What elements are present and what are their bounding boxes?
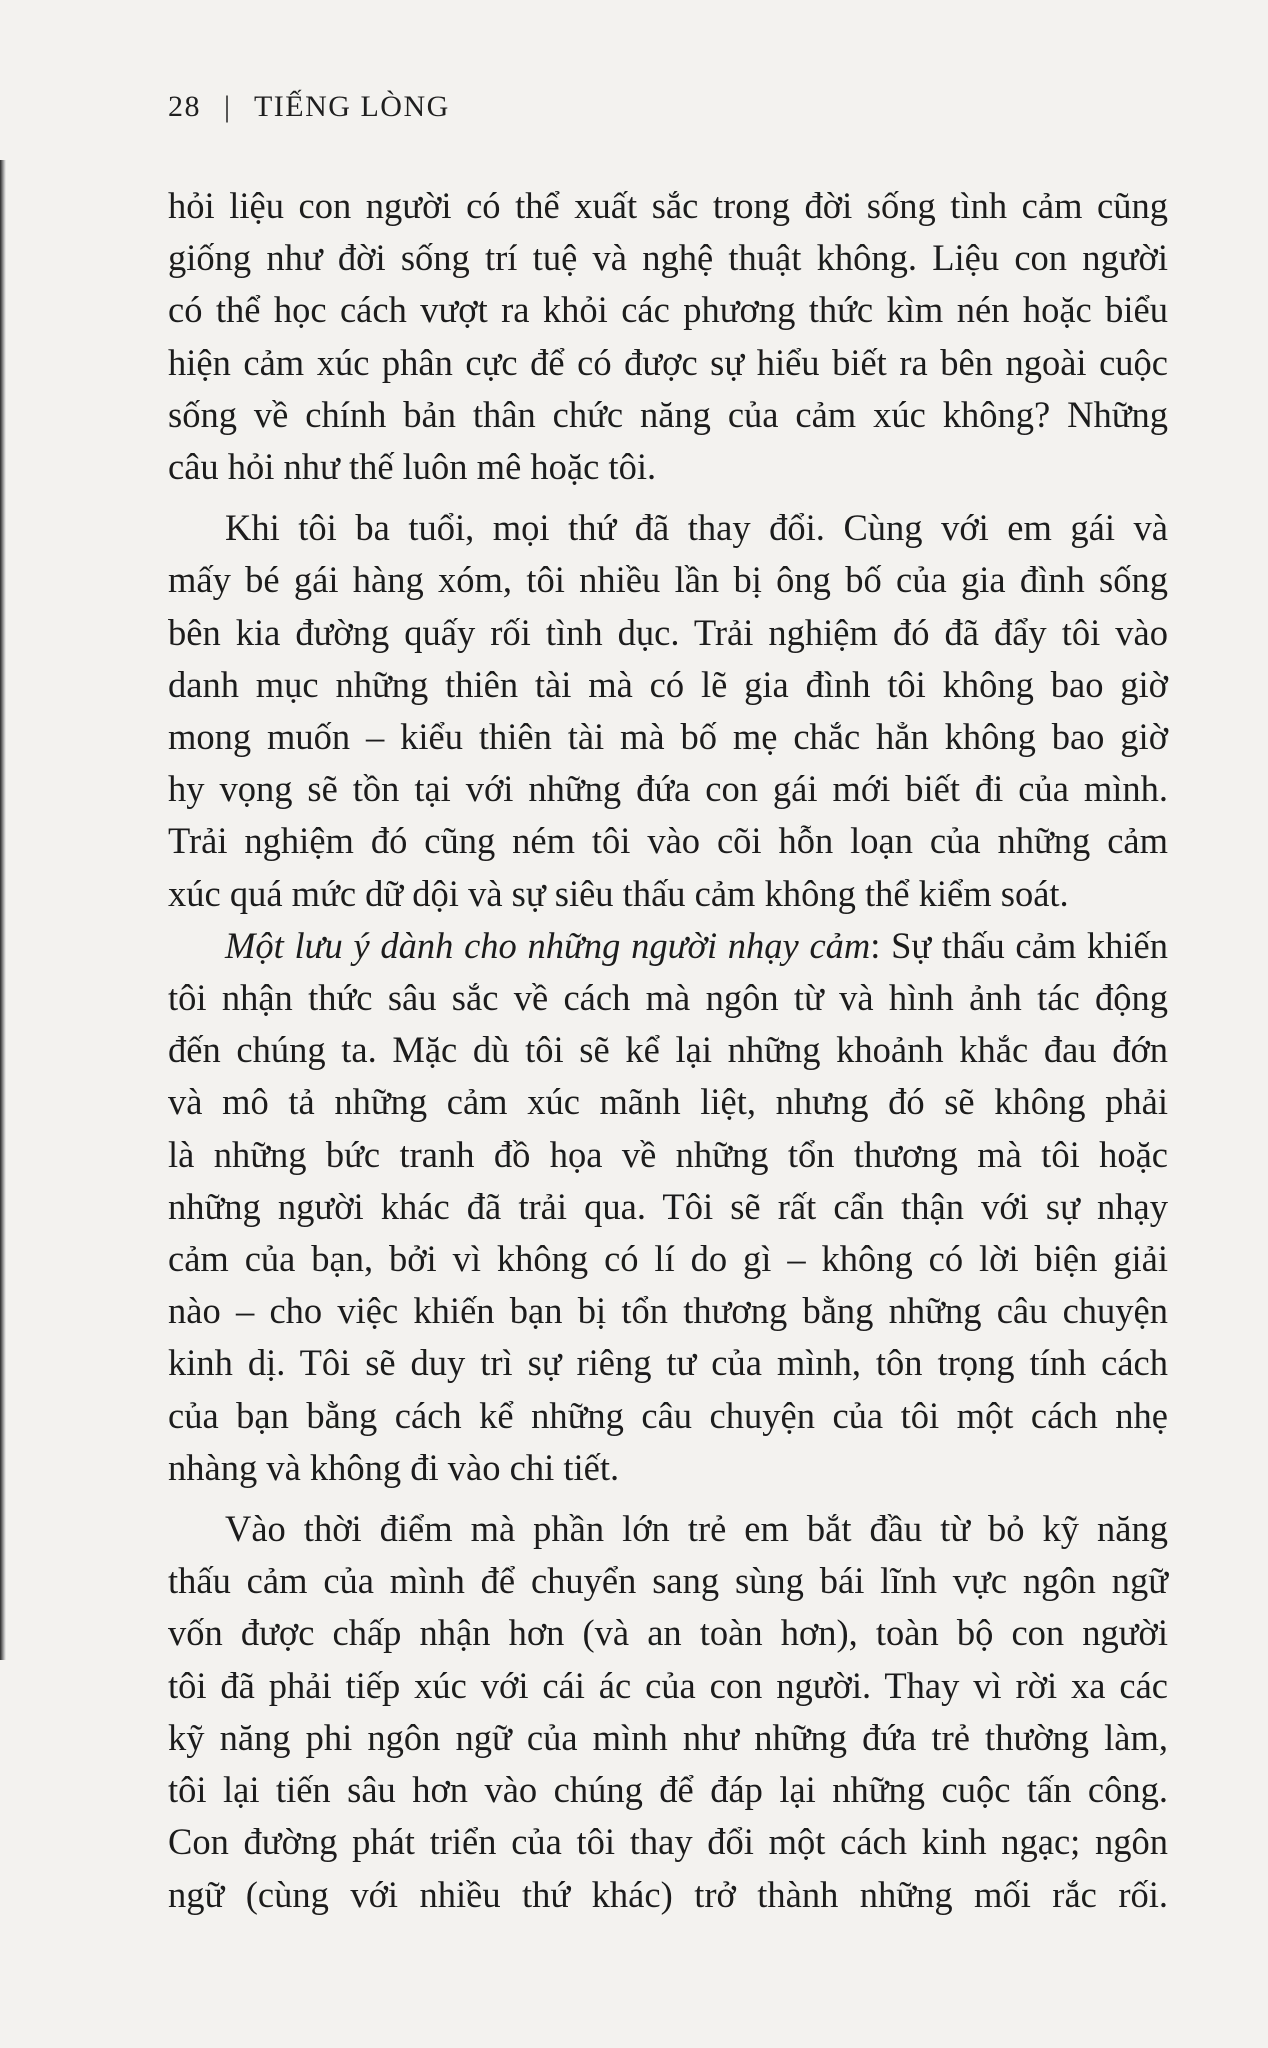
body-text	[168, 180, 1168, 1921]
text-line: của bạn bằng cách kể những câu chuyện của tôi một cách nhẹ	[168, 1394, 1168, 1436]
running-head	[168, 90, 450, 124]
text-line: danh mục những thiên tài mà có lẽ gia đình tôi không bao giờ	[168, 663, 1168, 705]
header-separator: |	[224, 90, 232, 123]
text-line: kỹ năng phi ngôn ngữ của mình như những đứa trẻ thường làm,	[168, 1716, 1168, 1758]
page-number: 28	[168, 90, 201, 123]
text-line: tôi lại tiến sâu hơn vào chúng để đáp lại những cuộc tấn công.	[168, 1769, 1168, 1811]
text-line: đến chúng ta. Mặc dù tôi sẽ kể lại những khoảnh khắc đau đớn	[168, 1029, 1168, 1071]
text-line: tôi nhận thức sâu sắc về cách mà ngôn từ và hình ảnh tác động	[168, 977, 1168, 1019]
text-line: Trải nghiệm đó cũng ném tôi vào cõi hỗn loạn của những cảm	[168, 820, 1168, 862]
text-line: Khi tôi ba tuổi, mọi thứ đã thay đổi. Cùng với em gái và	[225, 507, 1168, 549]
sensitivity-note-rest: : Sự thấu cảm khiến	[870, 924, 1168, 966]
text-line: mấy bé gái hàng xóm, tôi nhiều lần bị ông bố của gia đình sống	[168, 559, 1168, 601]
text-line: kinh dị. Tôi sẽ duy trì sự riêng tư của mình, tôn trọng tính cách	[168, 1342, 1168, 1384]
text-line: những người khác đã trải qua. Tôi sẽ rất cẩn thận với sự nhạy	[168, 1185, 1168, 1227]
text-line: thấu cảm của mình để chuyển sang sùng bái lĩnh vực ngôn ngữ	[168, 1560, 1168, 1602]
text-line: nào – cho việc khiến bạn bị tổn thương bằng những câu chuyện	[168, 1290, 1168, 1332]
text-line: là những bức tranh đồ họa về những tổn thương mà tôi hoặc	[168, 1133, 1168, 1175]
text-line: hỏi liệu con người có thể xuất sắc trong đời sống tình cảm cũng	[168, 185, 1168, 226]
text-line: tôi đã phải tiếp xúc với cái ác của con người. Thay vì rời xa các	[168, 1664, 1168, 1706]
text-line: sống về chính bản thân chức năng của cảm xúc không? Những	[168, 393, 1168, 435]
text-line: Vào thời điểm mà phần lớn trẻ em bắt đầu từ bỏ kỹ năng	[225, 1508, 1168, 1550]
paragraph-1	[168, 180, 1168, 493]
text-line: giống như đời sống trí tuệ và nghệ thuật không. Liệu con người	[168, 237, 1168, 279]
text-line: và mô tả những cảm xúc mãnh liệt, nhưng đó sẽ không phải	[168, 1081, 1168, 1123]
book-title: TIẾNG LÒNG	[253, 90, 450, 123]
text-line: nhàng và không đi vào chi tiết.	[168, 1446, 620, 1488]
text-line: hiện cảm xúc phân cực để có được sự hiểu biết ra bên ngoài cuộc	[168, 341, 1168, 383]
sensitivity-note-lead: Một lưu ý dành cho những người nhạy cảm	[225, 924, 871, 966]
text-line: Con đường phát triển của tôi thay đổi một cách kinh ngạc; ngôn	[168, 1821, 1168, 1863]
text-line: có thể học cách vượt ra khỏi các phương thức kìm nén hoặc biểu	[168, 289, 1168, 331]
text-line: câu hỏi như thế luôn mê hoặc tôi.	[168, 446, 657, 488]
paragraph-2	[168, 502, 1168, 920]
text-line: mong muốn – kiểu thiên tài mà bố mẹ chắc hẳn không bao giờ	[168, 716, 1168, 758]
text-line: hy vọng sẽ tồn tại với những đứa con gái mới biết đi của mình.	[168, 768, 1168, 810]
paragraph-3	[168, 920, 1168, 1494]
text-line	[168, 920, 1168, 972]
text-line: vốn được chấp nhận hơn (và an toàn hơn), toàn bộ con người	[168, 1612, 1168, 1654]
text-line: xúc quá mức dữ dội và sự siêu thấu cảm không thể kiểm soát.	[168, 872, 1069, 914]
paragraph-4	[168, 1503, 1168, 1921]
text-line: bên kia đường quấy rối tình dục. Trải nghiệm đó đã đẩy tôi vào	[168, 611, 1168, 653]
text-line: ngữ (cùng với nhiều thứ khác) trở thành những mối rắc rối.	[168, 1873, 1168, 1915]
page-edge-shadow	[0, 160, 6, 1660]
text-line: cảm của bạn, bởi vì không có lí do gì – không có lời biện giải	[168, 1238, 1168, 1280]
